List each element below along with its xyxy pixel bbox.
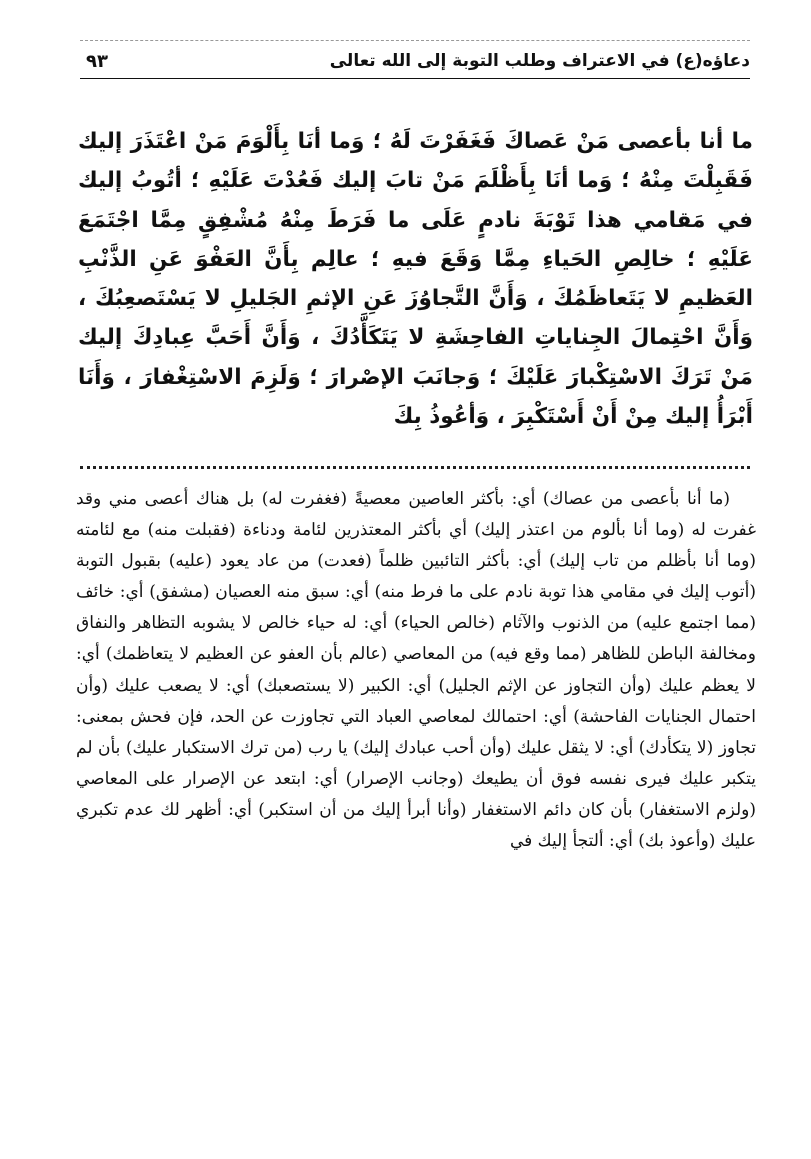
commentary-block bbox=[76, 484, 756, 857]
commentary-paragraph: (ما أنا بأعصى من عصاك) أي: بأكثر العاصين معصيةً (فغفرت له) بل هناك أعصى مني وقد غفرت له (وما أنا بألوم من اعتذر إليك) أي بأكثر المعتذرين لئامة ودناءة (فقبلت منه) مع لئامته (وما أنا بأظلم من تاب إليك) أي: بأكثر التائبين ظلماً (فعدت) من عاد يعود (عليه) بقبول التوبة (أتوب إليك في مقامي هذا توبة نادم على ما فرط منه) أي: سبق منه العصيان (مشفق) أي: خائف (مما اجتمع عليه) من الذنوب والآثام (خالص الحياء) أي: له حياء خالص لا يشوبه التظاهر والنفاق ومخالفة الباطن للظاهر (مما وقع فيه) من المعاصي (عالم بأن العفو عن العظيم لا يتعاظمك) أي: لا يعظم عليك (وأن التجاوز عن الإثم الجليل) أي: الكبير (لا يستصعبك) أي: لا يصعب عليك (وأن احتمال الجنايات الفاحشة) أي: احتمالك لمعاصي العباد التي تجاوزت عن الحد، فإن فحش بمعنى: تجاوز (لا يتكأدك) أي: لا يثقل عليك (وأن أحب عبادك إليك) يا رب (من ترك الاستكبار عليك) بأن لم يتكبر عليك فيرى نفسه فوق أن يطيعك (وجانب الإصرار) أي: ابتعد عن الإصرار على المعاصي (ولزم الاستغفار) بأن كان دائم الاستغفار (وأنا أبرأ إليك من أن استكبر) أي: أظهر لك عدم تكبري عليك (وأعوذ بك) أي: ألتجأ إليك في bbox=[76, 489, 756, 852]
prayer-text-block bbox=[78, 122, 753, 436]
page-number: ٩٣ bbox=[86, 50, 108, 72]
dotted-divider bbox=[80, 466, 750, 469]
top-dashed-rule bbox=[80, 40, 750, 41]
chapter-title: دعاؤه(ع) في الاعتراف وطلب التوبة إلى الله تعالى bbox=[329, 51, 750, 71]
prayer-paragraph: ما أنا بأعصى مَنْ عَصاكَ فَغَفَرْتَ لَهُ ؛ وَما أنَا بِأَلْوَمَ مَنْ اعْتَذَرَ إليك فَقَبِلْتَ مِنْهُ ؛ وَما أنَا بِأَظْلَمَ مَنْ تابَ إليك فَعُدْتَ عَلَيْهِ ؛ أتُوبُ إليك في مَقامي هذا تَوْبَةَ نادمٍ عَلَى ما فَرَطَ مِنْهُ مُشْفِقٍ مِمَّا اجْتَمَعَ عَلَيْهِ ؛ خالِصِ الحَياءِ مِمَّا وَقَعَ فيهِ ؛ عالِم بِأَنَّ العَفْوَ عَنِ الذَّنْبِ العَظيمِ لا يَتَعاظَمُكَ ، وَأَنَّ التَّجاوُزَ عَنِ الإثمِ الجَليلِ لا يَسْتَصعِبُكَ ، وَأَنَّ احْتِمالَ الجِناياتِ الفاحِشَةِ لا يَتَكَأَّدُكَ ، وَأَنَّ أَحَبَّ عِبادِكَ إليك مَنْ تَرَكَ الاسْتِكْبارَ عَلَيْكَ ؛ وَجانَبَ الإصْرارَ ؛ وَلَزِمَ الاسْتِغْفارَ ، وَأَنَا أَبْرَأُ إليك مِنْ أَنْ أَسْتَكْبِرَ ، وَأعُوذُ بِكَ bbox=[78, 129, 753, 430]
running-header bbox=[80, 44, 750, 79]
